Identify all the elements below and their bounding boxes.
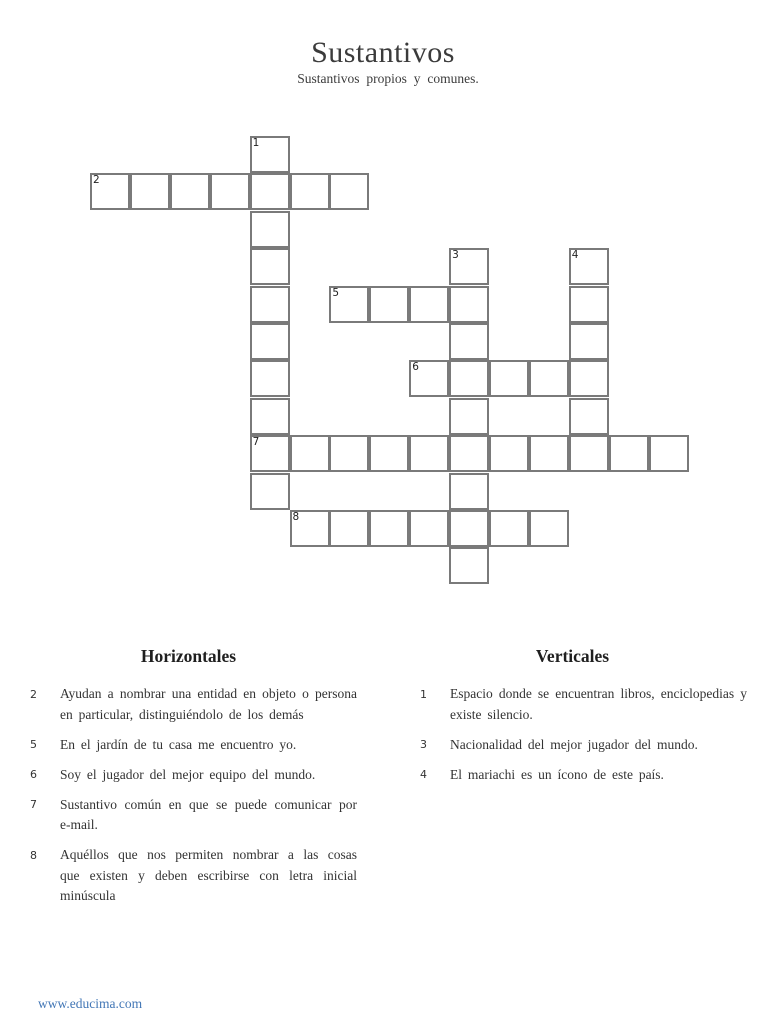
across-clue-list [30, 684, 357, 907]
cell-number: 2 [93, 174, 100, 187]
cell-number: 7 [252, 436, 260, 449]
grid-cell [449, 473, 489, 510]
grid-cell [649, 435, 689, 472]
grid-cell [529, 360, 569, 397]
clue-number: 1 [420, 687, 427, 701]
clue-item [30, 845, 357, 907]
page-subtitle: Sustantivos propios y comunes. [297, 71, 479, 86]
grid-cell [409, 286, 449, 323]
across-heading: Horizontales [140, 646, 237, 666]
grid-cell [529, 435, 569, 472]
grid-cell [290, 173, 330, 210]
clue-item [30, 684, 357, 725]
clue-item [420, 765, 747, 786]
clue-item [30, 735, 357, 756]
grid-cell [250, 398, 290, 435]
cell-number: 3 [452, 249, 459, 262]
grid-cell [449, 547, 489, 584]
grid-cell [290, 435, 330, 472]
grid-cell [449, 286, 489, 323]
clue-item [420, 684, 747, 725]
down-clue-list [420, 684, 747, 785]
clue-number: 6 [30, 768, 37, 781]
grid-cell [449, 510, 489, 547]
cell-number: 1 [252, 137, 260, 149]
clue-number: 4 [420, 768, 427, 781]
grid-cell [329, 510, 369, 547]
grid-cell [250, 211, 290, 248]
across-clues-section [30, 646, 357, 916]
clue-text: Sustantivo común en que se puede comunicar por e-mail. [60, 796, 357, 832]
clue-item [420, 735, 747, 756]
grid-cell [210, 173, 250, 210]
grid-cell [329, 173, 369, 210]
down-clues-section [420, 646, 747, 795]
grid-cell [569, 398, 609, 435]
clue-item [30, 795, 357, 836]
grid-cell [329, 286, 369, 323]
grid-cell [449, 435, 489, 472]
grid-cell [409, 510, 449, 547]
grid-cell [449, 248, 489, 285]
grid-cell [250, 435, 290, 472]
grid-cell [250, 360, 290, 397]
down-heading: Verticales [535, 646, 610, 666]
grid-cell [409, 435, 449, 472]
cell-number: 4 [571, 249, 579, 262]
grid-cell [569, 248, 609, 285]
grid-cell [250, 473, 290, 510]
clue-number: 7 [30, 798, 37, 811]
clue-text: Aquéllos que nos permiten nombrar a las cosas que existen y deben escribirse con letra inicial minúscula [60, 847, 357, 903]
clue-number: 2 [30, 687, 37, 701]
grid-cell [449, 323, 489, 360]
clue-text: En el jardín de tu casa me encuentro yo. [60, 736, 297, 752]
clue-text: Ayudan a nombrar una entidad en objeto o persona en particular, distinguiéndolo de los demás [60, 686, 357, 722]
clue-number: 5 [30, 738, 37, 751]
grid-cell [250, 173, 290, 210]
grid-cell [90, 173, 130, 210]
grid-cell [369, 510, 409, 547]
grid-cell [449, 360, 489, 397]
grid-cell [290, 510, 330, 547]
educima-link[interactable]: www.educima.com [38, 996, 143, 1011]
grid-cell [130, 173, 170, 210]
page-title: Sustantivos [311, 36, 455, 70]
grid-cell [569, 360, 609, 397]
clue-number: 8 [30, 848, 37, 862]
clue-text: Espacio donde se encuentran libros, enciclopedias y existe silencio. [450, 686, 747, 722]
cell-number: 6 [412, 361, 419, 374]
clue-text: Nacionalidad del mejor jugador del mundo. [450, 736, 698, 752]
grid-cell [409, 360, 449, 397]
grid-cell [569, 286, 609, 323]
clue-item [30, 765, 357, 786]
grid-cell [489, 510, 529, 547]
grid-cell [489, 435, 529, 472]
grid-cell [449, 398, 489, 435]
clue-text: Soy el jugador del mejor equipo del mundo. [60, 766, 316, 782]
clue-text: El mariachi es un ícono de este país. [450, 766, 664, 782]
grid-cell [250, 323, 290, 360]
grid-cell [250, 136, 290, 173]
cell-number: 5 [332, 286, 340, 299]
grid-cell [489, 360, 529, 397]
grid-cell [250, 286, 290, 323]
grid-cell [369, 286, 409, 323]
clue-number: 3 [420, 738, 427, 751]
grid-cell [569, 435, 609, 472]
grid-cell [569, 323, 609, 360]
grid-cell [329, 435, 369, 472]
grid-cell [170, 173, 210, 210]
grid-cell [369, 435, 409, 472]
grid-cell [250, 248, 290, 285]
grid-cell [529, 510, 569, 547]
grid-cell [609, 435, 649, 472]
cell-number: 8 [292, 511, 300, 523]
